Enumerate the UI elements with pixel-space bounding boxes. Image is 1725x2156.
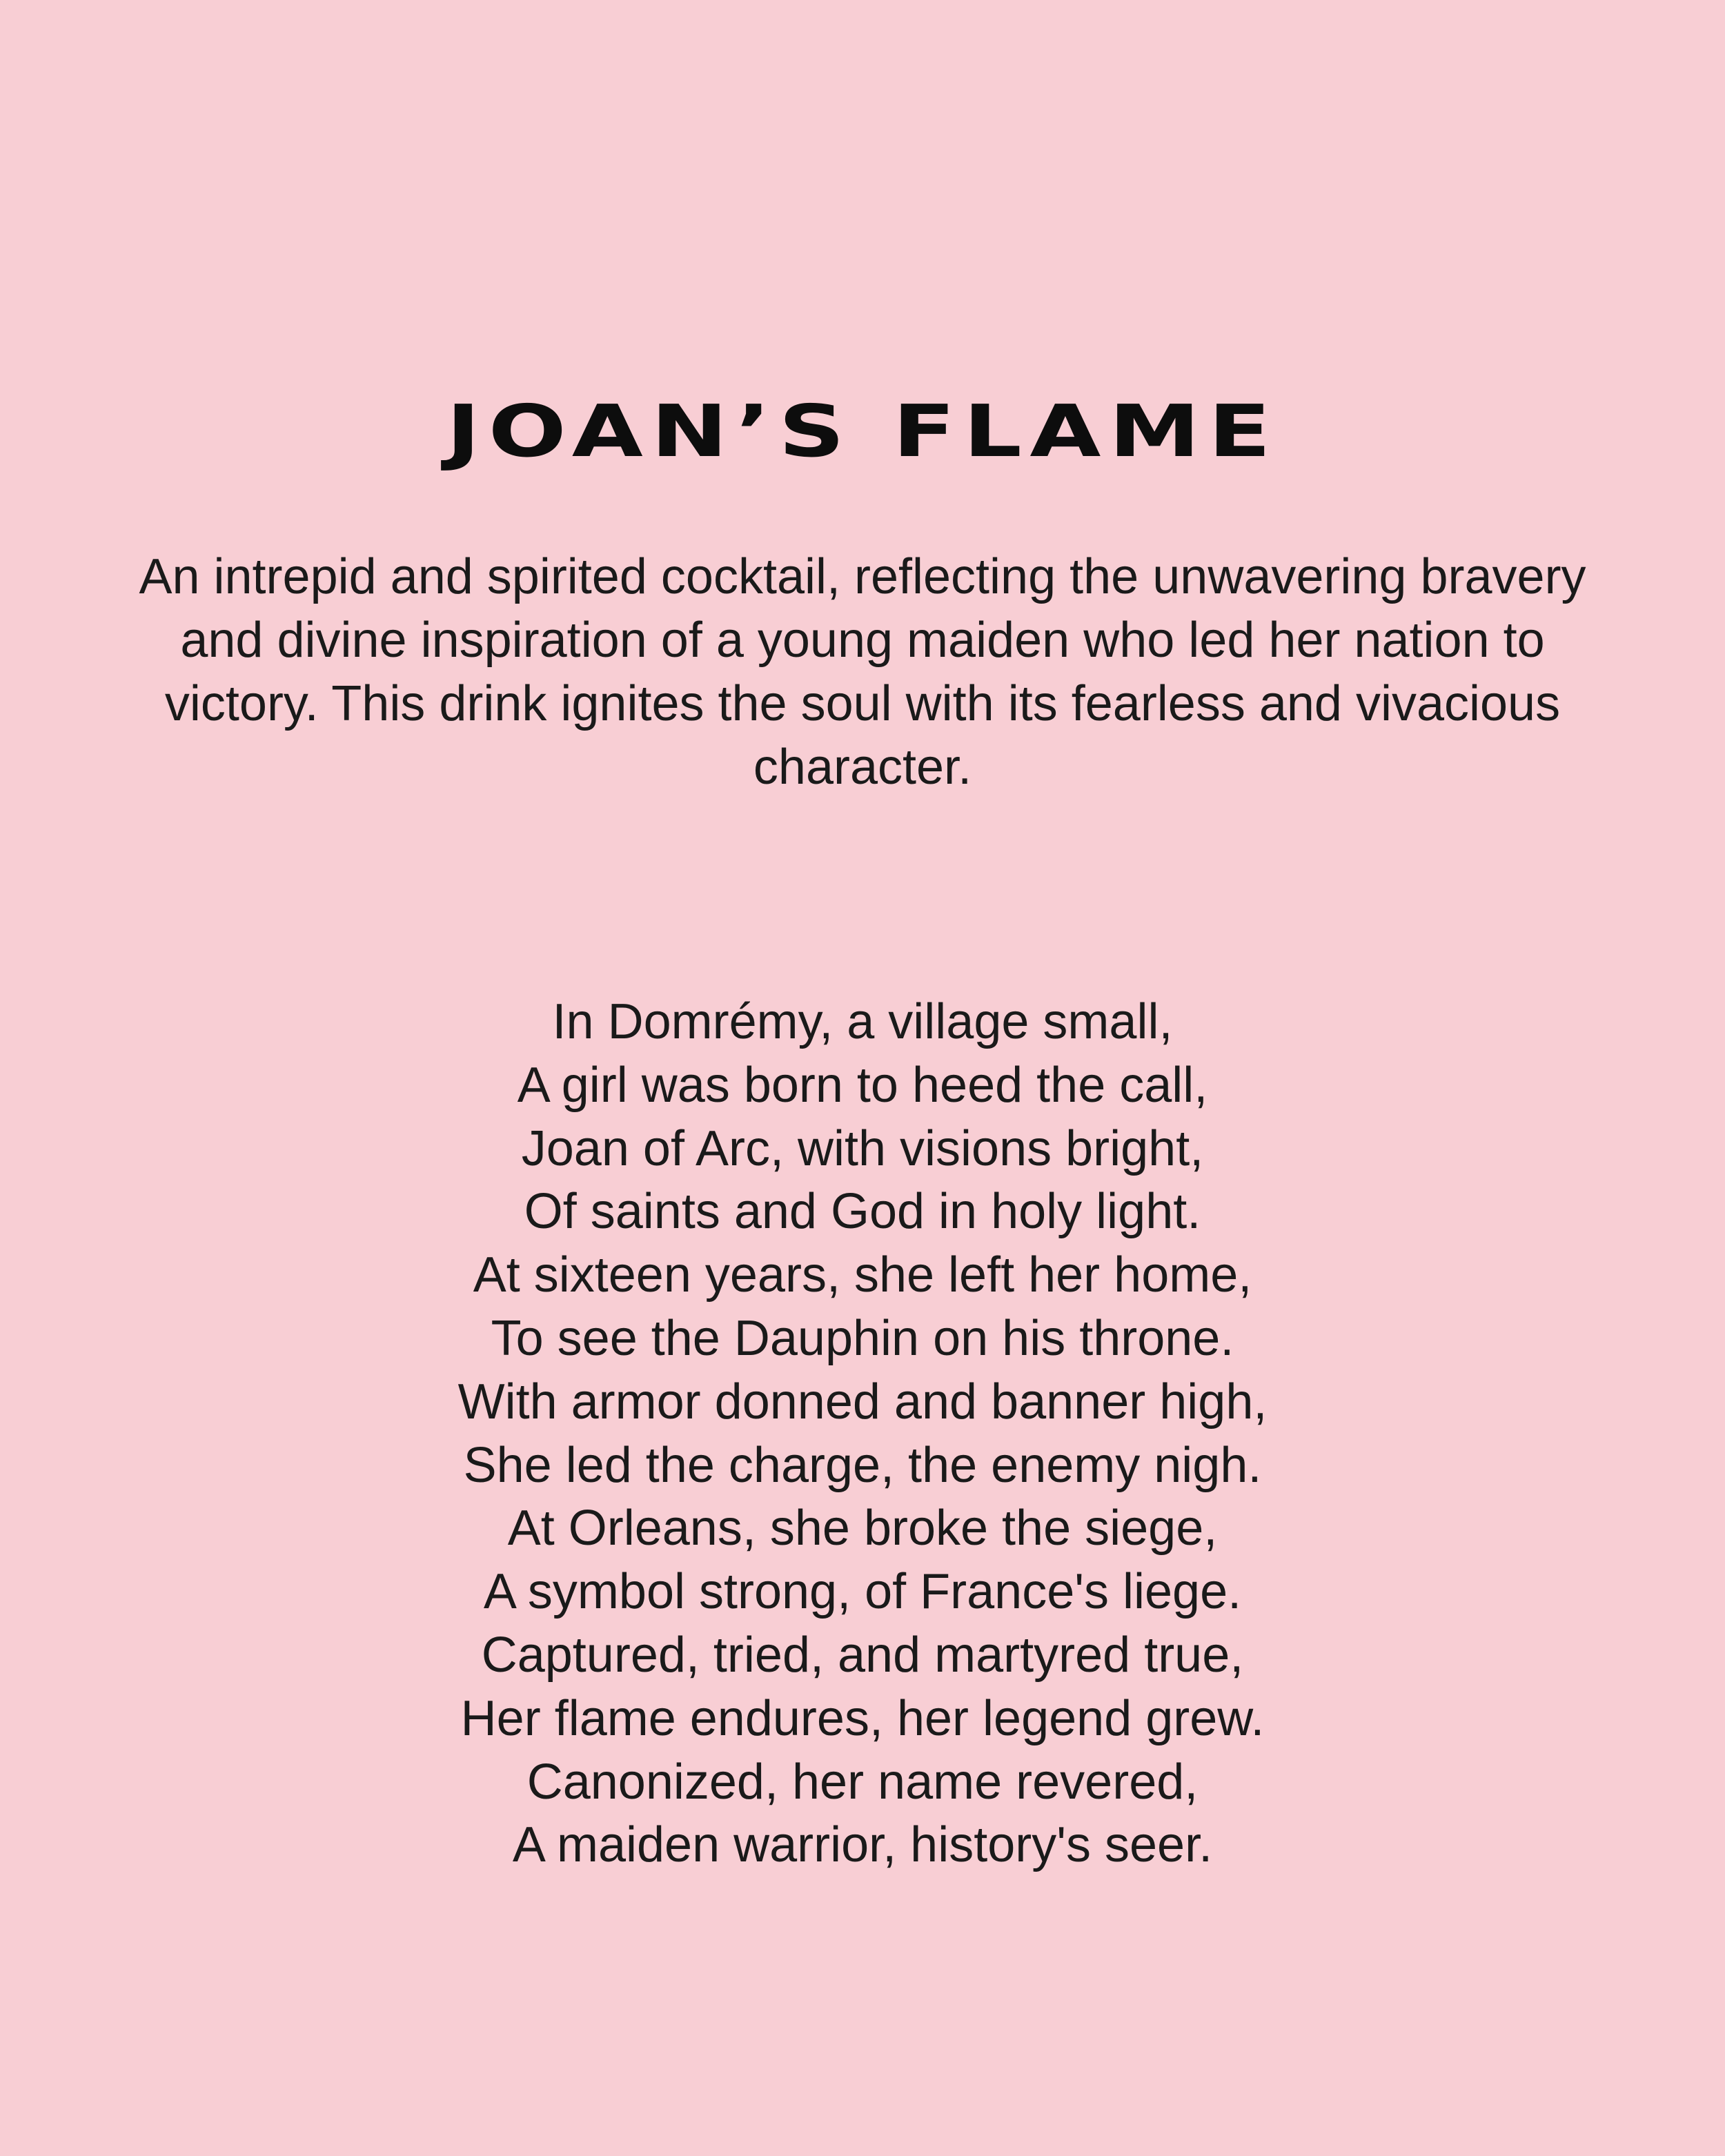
cocktail-description: An intrepid and spirited cocktail, reflecting the unwavering bravery and divine inspiration of a young maiden who led her nation to victory. This drink ignites the soul with its fearless and vivacious character.: [139, 549, 1586, 795]
poem-line: Captured, tried, and martyred true,: [481, 1627, 1244, 1683]
poem-line: At Orleans, she broke the siege,: [507, 1501, 1218, 1556]
poem-line: Joan of Arc, with visions bright,: [521, 1120, 1204, 1176]
poem-line: At sixteen years, she left her home,: [473, 1247, 1252, 1303]
poem-line: To see the Dauphin on his throne.: [491, 1310, 1234, 1366]
poem-line: In Domrémy, a village small,: [552, 994, 1173, 1049]
poem-line: With armor donned and banner high,: [457, 1374, 1268, 1430]
poem-line: Her flame endures, her legend grew.: [460, 1690, 1265, 1746]
poem-line: A maiden warrior, history's seer.: [512, 1817, 1213, 1873]
poem-line: She led the charge, the enemy nigh.: [463, 1437, 1262, 1493]
poem-line: A girl was born to heed the call,: [517, 1057, 1208, 1113]
page-title: JOAN’S FLAME: [446, 389, 1279, 473]
poem-line: Of saints and God in holy light.: [524, 1184, 1201, 1240]
poem-line: Canonized, her name revered,: [526, 1754, 1199, 1810]
poem: [0, 991, 1725, 1877]
poem-line: A symbol strong, of France's liege.: [483, 1564, 1242, 1620]
